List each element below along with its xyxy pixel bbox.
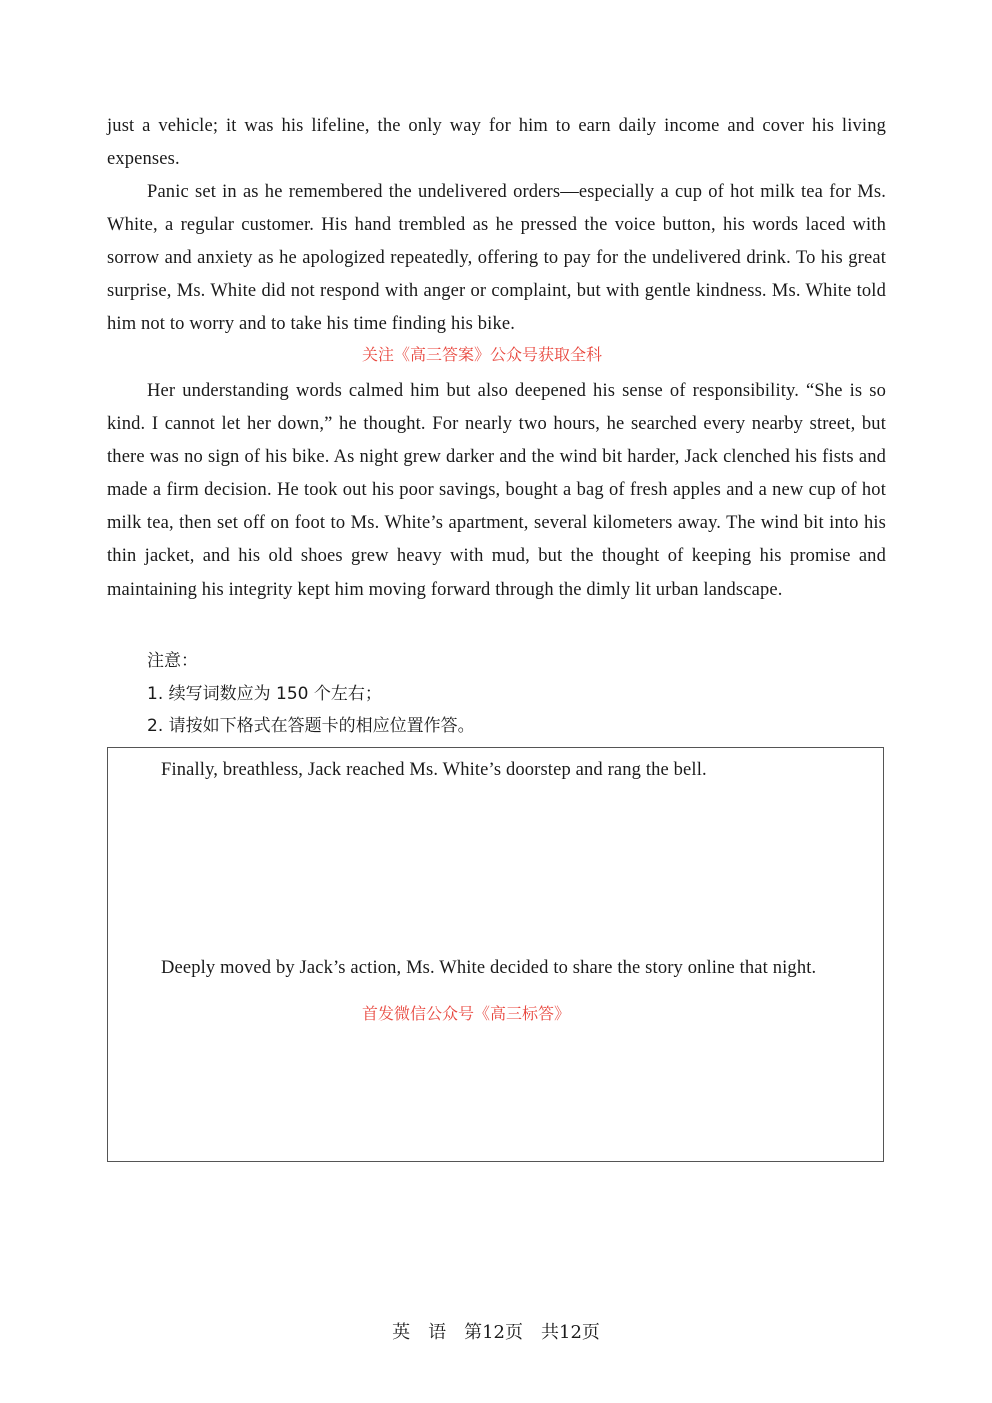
watermark-top: 关注《高三答案》公众号获取全科 bbox=[362, 345, 603, 364]
answer-box-second-opening-line: Deeply moved by Jack’s action, Ms. White decided to share the story online that night. bbox=[161, 958, 817, 978]
paragraph-text: just a vehicle; it was his lifeline, the only way for him to earn daily income and cover his living expenses. bbox=[107, 116, 886, 170]
notes-title: 注意： bbox=[147, 651, 198, 671]
paragraph-text: Her understanding words calmed him but also deepened his sense of responsibility. “She is so kind. I cannot let her down,” he thought. For nearly two hours, he searched every nearby street, but there was no sign of his bike. As night grew darker and the wind bit harder, Jack clenched his fists and made a firm decision. He took out his poor savings, bought a bag of fresh apples and a new cup of hot milk tea, then set off on foot to Ms. White’s apartment, several kilometers away. The wind bit into his thin jacket, and his old shoes grew heavy with mud, but the thought of keeping his promise and maintaining his integrity kept him moving forward through the dimly lit urban landscape. bbox=[107, 381, 886, 600]
watermark-bottom: 首发微信公众号《高三标答》 bbox=[362, 1004, 571, 1023]
notes-item-2: 2. 请按如下格式在答题卡的相应位置作答。 bbox=[147, 716, 475, 736]
passage-paragraph-1 bbox=[107, 110, 886, 176]
answer-box bbox=[107, 747, 884, 1162]
passage-paragraph-2 bbox=[107, 176, 886, 341]
answer-box-opening-line: Finally, breathless, Jack reached Ms. White’s doorstep and rang the bell. bbox=[161, 760, 707, 780]
passage-paragraph-3 bbox=[107, 375, 886, 607]
page-footer: 英 语 第12页 共12页 bbox=[392, 1322, 600, 1343]
notes-item-1: 1. 续写词数应为 150 个左右； bbox=[147, 684, 382, 704]
paragraph-text: Panic set in as he remembered the undelivered orders—especially a cup of hot milk tea for Ms. White, a regular customer. His hand trembled as he pressed the voice button, his words laced with sorrow and anxiety as he apologized repeatedly, offering to pay for the undelivered drink. To his great surprise, Ms. White did not respond with anger or complaint, but with gentle kindness. Ms. White told him not to worry and to take his time finding his bike. bbox=[107, 182, 886, 335]
